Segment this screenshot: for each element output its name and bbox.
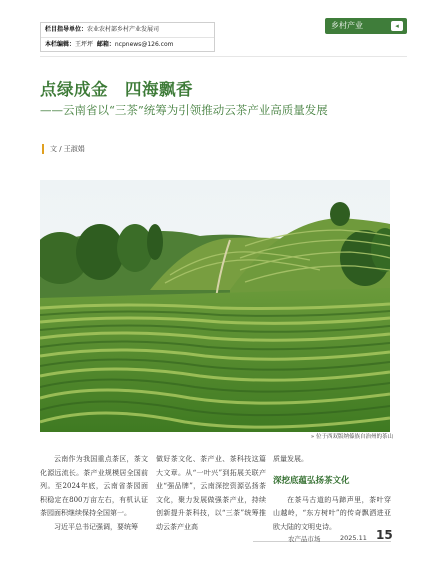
body-column-2 xyxy=(156,453,266,534)
photo-caption xyxy=(215,433,393,442)
body-paragraph: 质量发展。 xyxy=(273,455,308,463)
section-label: 乡村产业 xyxy=(331,21,363,30)
header-divider xyxy=(40,56,407,57)
body-paragraph: 做好茶文化、茶产业、茶科技这篇大文章。从“一叶兴”到拓展关联产业“强品牌”，云南深挖资源弘扬茶文化，聚力发展做强茶产业，持续创新提升茶科技，以“三茶”统筹推动云茶产业高 xyxy=(156,455,266,531)
section-heading: 深挖底蕴弘扬茶文化 xyxy=(273,475,350,486)
editor-row xyxy=(41,38,214,52)
body-paragraph: 云南作为我国重点茶区，茶文化源远流长。茶产业规模居全国前列。至2024年底，云南省茶园面积稳定在800万亩左右，有机认证茶园面积继续保持全国第一。 xyxy=(40,455,148,517)
email-label: 邮箱： xyxy=(96,41,115,48)
article-author: 文 / 王淑娟 xyxy=(50,145,85,153)
tea-plantation-photo xyxy=(40,180,390,432)
article-title: 点绿成金 四海飘香 xyxy=(40,80,193,99)
guidance-unit-value: 农业农村部乡村产业发展司 xyxy=(87,26,160,33)
guidance-unit-row xyxy=(41,23,214,38)
article-subtitle: ——云南省以“三茶”统筹为引领推动云茶产业高质量发展 xyxy=(40,103,328,117)
caption-arrow-icon: » xyxy=(310,434,315,440)
section-tag xyxy=(325,18,407,34)
footer-divider xyxy=(253,541,391,542)
editor-label: 本栏编辑： xyxy=(45,41,76,48)
body-paragraph: 在茶马古道的马蹄声里，茶叶穿山越岭，“东方树叶”的传奇飘洒进亚欧大陆的文明史诗。 xyxy=(273,495,391,531)
page-number: 15 xyxy=(376,528,393,542)
editor-email: ncpnews@126.com xyxy=(114,41,174,48)
column-info-box xyxy=(40,22,215,52)
body-column-1 xyxy=(40,453,148,534)
body-paragraph: 习近平总书记强调，要统筹 xyxy=(54,522,138,531)
guidance-unit-label: 栏目指导单位： xyxy=(45,26,88,33)
issue-number: 2025.11 xyxy=(340,534,367,542)
author-marker xyxy=(42,144,44,154)
section-arrow-icon: ◂ xyxy=(391,21,403,31)
body-column-3 xyxy=(273,453,391,534)
caption-text: 位于西双版纳傣族自治州的茶山 xyxy=(315,434,393,440)
editor-name: 王坪坪 xyxy=(75,41,94,48)
magazine-name: 农产品市场 xyxy=(288,535,321,543)
